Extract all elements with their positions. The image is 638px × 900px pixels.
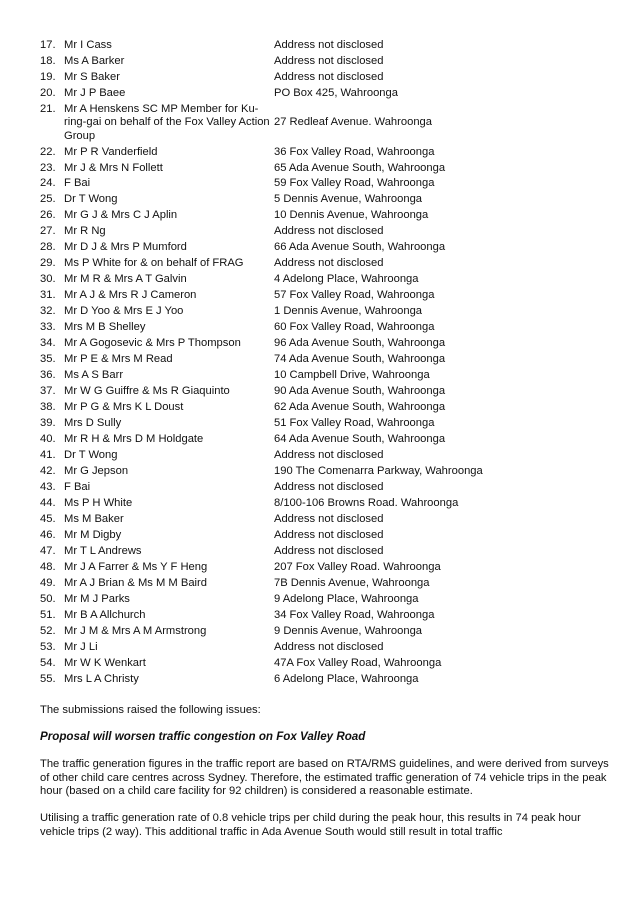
submitter-name: Mr B A Allchurch xyxy=(64,609,146,622)
submitter-row xyxy=(40,71,610,84)
submitter-address: Address not disclosed xyxy=(274,70,384,83)
submitter-name: Mr A Gogosevic & Mrs P Thompson xyxy=(64,337,241,350)
submitter-address: Address not disclosed xyxy=(274,513,384,526)
submitter-row xyxy=(40,433,610,446)
submitter-address: 64 Ada Avenue South, Wahroonga xyxy=(274,433,446,446)
submitter-number: 44. xyxy=(40,497,56,510)
submitter-number: 52. xyxy=(40,625,56,638)
submitter-address: 9 Dennis Avenue, Wahroonga xyxy=(274,625,423,638)
submitter-row xyxy=(40,87,610,100)
submitter-number: 30. xyxy=(40,273,56,286)
submitter-address: 57 Fox Valley Road, Wahroonga xyxy=(274,289,435,302)
submitter-number: 45. xyxy=(40,513,56,526)
submitter-number: 54. xyxy=(40,657,56,670)
submitter-number: 33. xyxy=(40,321,56,334)
submitter-row xyxy=(40,257,610,270)
submitter-address: 47A Fox Valley Road, Wahroonga xyxy=(274,657,442,670)
submitter-number: 42. xyxy=(40,465,56,478)
submitter-row xyxy=(40,513,610,526)
submitter-number: 49. xyxy=(40,577,56,590)
submitter-number: 28. xyxy=(40,241,56,254)
submitter-number: 40. xyxy=(40,433,56,446)
submitter-address: PO Box 425, Wahroonga xyxy=(274,86,398,99)
submitter-address: 51 Fox Valley Road, Wahroonga xyxy=(274,417,435,430)
submitter-address: 59 Fox Valley Road, Wahroonga xyxy=(274,177,435,190)
submitter-row xyxy=(40,305,610,318)
paragraph: The traffic generation figures in the traffic report are based on RTA/RMS guidelines, and were derived from surveys of other child care centres across Sydney. Therefore, the estimated traffic generation of 74 vehicle trips in the peak hour (based on a child care facility for 92 children) is considered a reasonable estimate. xyxy=(40,758,609,798)
submitter-name: Ms P White for & on behalf of FRAG xyxy=(64,257,244,270)
submitter-address: 1 Dennis Avenue, Wahroonga xyxy=(274,305,423,318)
submitter-name: Mr A Henskens SC MP Member for Ku-ring-gai on behalf of the Fox Valley Action Group xyxy=(64,102,270,142)
submitter-name: F Bai xyxy=(64,177,91,190)
submitter-number: 55. xyxy=(40,673,56,685)
submitter-name: Dr T Wong xyxy=(64,449,118,462)
submitter-number: 53. xyxy=(40,641,56,654)
submitter-row xyxy=(40,193,610,206)
submitter-address: 60 Fox Valley Road, Wahroonga xyxy=(274,321,435,334)
submitter-row xyxy=(40,401,610,414)
submitter-name: Mr A J Brian & Ms M M Baird xyxy=(64,577,207,590)
submitter-name: Ms M Baker xyxy=(64,513,124,526)
submitter-address: Address not disclosed xyxy=(274,54,384,67)
submitter-number: 38. xyxy=(40,401,56,414)
submitter-name: Mr J A Farrer & Ms Y F Heng xyxy=(64,561,208,574)
submitter-row xyxy=(40,673,610,686)
submitter-address: 36 Fox Valley Road, Wahroonga xyxy=(274,145,435,158)
submitter-number: 48. xyxy=(40,561,56,574)
submitter-row xyxy=(40,103,610,143)
submitter-row xyxy=(40,39,610,52)
submitter-name: Mr J & Mrs N Follett xyxy=(64,161,163,174)
submitter-name: Mr R H & Mrs D M Holdgate xyxy=(64,433,204,446)
submitter-address: 90 Ada Avenue South, Wahroonga xyxy=(274,385,446,398)
submitter-address: 10 Campbell Drive, Wahroonga xyxy=(274,369,430,382)
submitter-name: Mr M Digby xyxy=(64,529,122,542)
submitter-number: 25. xyxy=(40,193,56,206)
section-heading: Proposal will worsen traffic congestion on Fox Valley Road xyxy=(40,730,366,743)
submitter-address: 74 Ada Avenue South, Wahroonga xyxy=(274,353,446,366)
submitter-address: 4 Adelong Place, Wahroonga xyxy=(274,273,419,286)
submitter-number: 31. xyxy=(40,289,56,302)
submitter-row xyxy=(40,385,610,398)
submitter-address: Address not disclosed xyxy=(274,545,384,558)
submitter-number: 26. xyxy=(40,209,56,222)
submitter-row xyxy=(40,577,610,590)
submitter-number: 46. xyxy=(40,529,56,542)
submitter-name: Mrs D Sully xyxy=(64,417,122,430)
submitter-name: Mr J P Baee xyxy=(64,86,126,99)
submitter-name: Mr P G & Mrs K L Doust xyxy=(64,401,184,414)
submitter-number: 47. xyxy=(40,545,56,558)
submitter-address: Address not disclosed xyxy=(274,39,384,51)
submitter-row xyxy=(40,289,610,302)
submitter-address: 7B Dennis Avenue, Wahroonga xyxy=(274,577,430,590)
paragraph: Utilising a traffic generation rate of 0.8 vehicle trips per child during the peak hour, this results in 74 peak hour vehicle trips (2 way). This additional traffic in Ada Avenue South would still result in total traffic xyxy=(40,812,581,838)
submitter-list xyxy=(40,39,610,689)
submitter-name: Mr M R & Mrs A T Galvin xyxy=(64,273,187,286)
submitter-name: Mr T L Andrews xyxy=(64,545,142,558)
submitter-number: 18. xyxy=(40,54,56,67)
submitter-number: 32. xyxy=(40,305,56,318)
submitter-number: 41. xyxy=(40,449,56,462)
submitter-address: Address not disclosed xyxy=(274,257,384,270)
submitter-address: 6 Adelong Place, Wahroonga xyxy=(274,673,419,685)
submitter-address: 190 The Comenarra Parkway, Wahroonga xyxy=(274,465,483,478)
submitter-number: 20. xyxy=(40,86,56,99)
submitter-name: Mr W K Wenkart xyxy=(64,657,146,670)
submitter-number: 39. xyxy=(40,417,56,430)
submitter-number: 27. xyxy=(40,225,56,238)
submitter-number: 22. xyxy=(40,145,56,158)
submitter-row xyxy=(40,593,610,606)
submitter-name: Mr D J & Mrs P Mumford xyxy=(64,241,187,254)
submitter-number: 35. xyxy=(40,353,56,366)
submitter-number: 21. xyxy=(40,102,56,115)
submitter-row xyxy=(40,369,610,382)
issues-intro: The submissions raised the following issues: xyxy=(40,704,261,716)
submitter-row xyxy=(40,162,610,175)
submitter-number: 29. xyxy=(40,257,56,270)
submitter-name: Mr D Yoo & Mrs E J Yoo xyxy=(64,305,184,318)
submitter-address: 62 Ada Avenue South, Wahroonga xyxy=(274,401,446,414)
submitter-name: Mr M J Parks xyxy=(64,593,130,606)
submitter-address: Address not disclosed xyxy=(274,481,384,494)
submitter-name: Mr A J & Mrs R J Cameron xyxy=(64,289,197,302)
submitter-row xyxy=(40,55,610,68)
submitter-address: 207 Fox Valley Road. Wahroonga xyxy=(274,561,441,574)
submitter-address: 65 Ada Avenue South, Wahroonga xyxy=(274,161,446,174)
submitter-row xyxy=(40,353,610,366)
submitter-row xyxy=(40,625,610,638)
submitter-address: 96 Ada Avenue South, Wahroonga xyxy=(274,337,446,350)
submitter-address: Address not disclosed xyxy=(274,641,384,654)
submitter-row xyxy=(40,657,610,670)
submitter-name: Ms A Barker xyxy=(64,54,125,67)
submitter-row xyxy=(40,417,610,430)
submitter-row xyxy=(40,465,610,478)
submitter-name: Ms P H White xyxy=(64,497,133,510)
submitter-row xyxy=(40,561,610,574)
submitter-number: 50. xyxy=(40,593,56,606)
submitter-address: 10 Dennis Avenue, Wahroonga xyxy=(274,209,429,222)
submitter-name: Ms A S Barr xyxy=(64,369,124,382)
submitter-address: 66 Ada Avenue South, Wahroonga xyxy=(274,241,446,254)
submitter-address: Address not disclosed xyxy=(274,529,384,542)
submitter-number: 19. xyxy=(40,70,56,83)
submitter-name: Mr J Li xyxy=(64,641,98,654)
submitter-address: 9 Adelong Place, Wahroonga xyxy=(274,593,419,606)
submitter-name: F Bai xyxy=(64,481,91,494)
submitter-name: Dr T Wong xyxy=(64,193,118,206)
submitter-name: Mr P E & Mrs M Read xyxy=(64,353,173,366)
submitter-row xyxy=(40,529,610,542)
submitter-name: Mrs M B Shelley xyxy=(64,321,146,334)
submitter-row xyxy=(40,321,610,334)
submitter-row xyxy=(40,177,610,190)
submitter-row xyxy=(40,641,610,654)
submitter-name: Mr I Cass xyxy=(64,39,112,51)
submitter-name: Mr W G Guiffre & Ms R Giaquinto xyxy=(64,385,230,398)
submitter-number: 24. xyxy=(40,177,56,190)
submitter-name: Mr R Ng xyxy=(64,225,106,238)
submitter-row xyxy=(40,609,610,622)
submitter-name: Mr J M & Mrs A M Armstrong xyxy=(64,625,207,638)
submitter-name: Mr P R Vanderfield xyxy=(64,145,158,158)
submitter-address: Address not disclosed xyxy=(274,225,384,238)
submitter-number: 17. xyxy=(40,39,56,51)
submitter-number: 36. xyxy=(40,369,56,382)
submitter-row xyxy=(40,146,610,159)
submitter-name: Mr S Baker xyxy=(64,70,120,83)
submitter-address: 8/100-106 Browns Road. Wahroonga xyxy=(274,497,459,510)
submitter-row xyxy=(40,225,610,238)
submitter-row xyxy=(40,497,610,510)
submitter-row xyxy=(40,545,610,558)
submitter-number: 23. xyxy=(40,161,56,174)
submitter-number: 34. xyxy=(40,337,56,350)
submitter-row xyxy=(40,449,610,462)
submitter-number: 37. xyxy=(40,385,56,398)
submitter-number: 43. xyxy=(40,481,56,494)
submitter-name: Mrs L A Christy xyxy=(64,673,139,685)
submitter-row xyxy=(40,337,610,350)
submitter-name: Mr G Jepson xyxy=(64,465,129,478)
submitter-number: 51. xyxy=(40,609,56,622)
submitter-row xyxy=(40,481,610,494)
submitter-row xyxy=(40,209,610,222)
submitter-name: Mr G J & Mrs C J Aplin xyxy=(64,209,178,222)
submitter-address: 34 Fox Valley Road, Wahroonga xyxy=(274,609,435,622)
submitter-row xyxy=(40,241,610,254)
submitter-address: Address not disclosed xyxy=(274,449,384,462)
submitter-address: 5 Dennis Avenue, Wahroonga xyxy=(274,193,423,206)
submitter-address: 27 Redleaf Avenue. Wahroonga xyxy=(274,116,432,129)
submitter-row xyxy=(40,273,610,286)
